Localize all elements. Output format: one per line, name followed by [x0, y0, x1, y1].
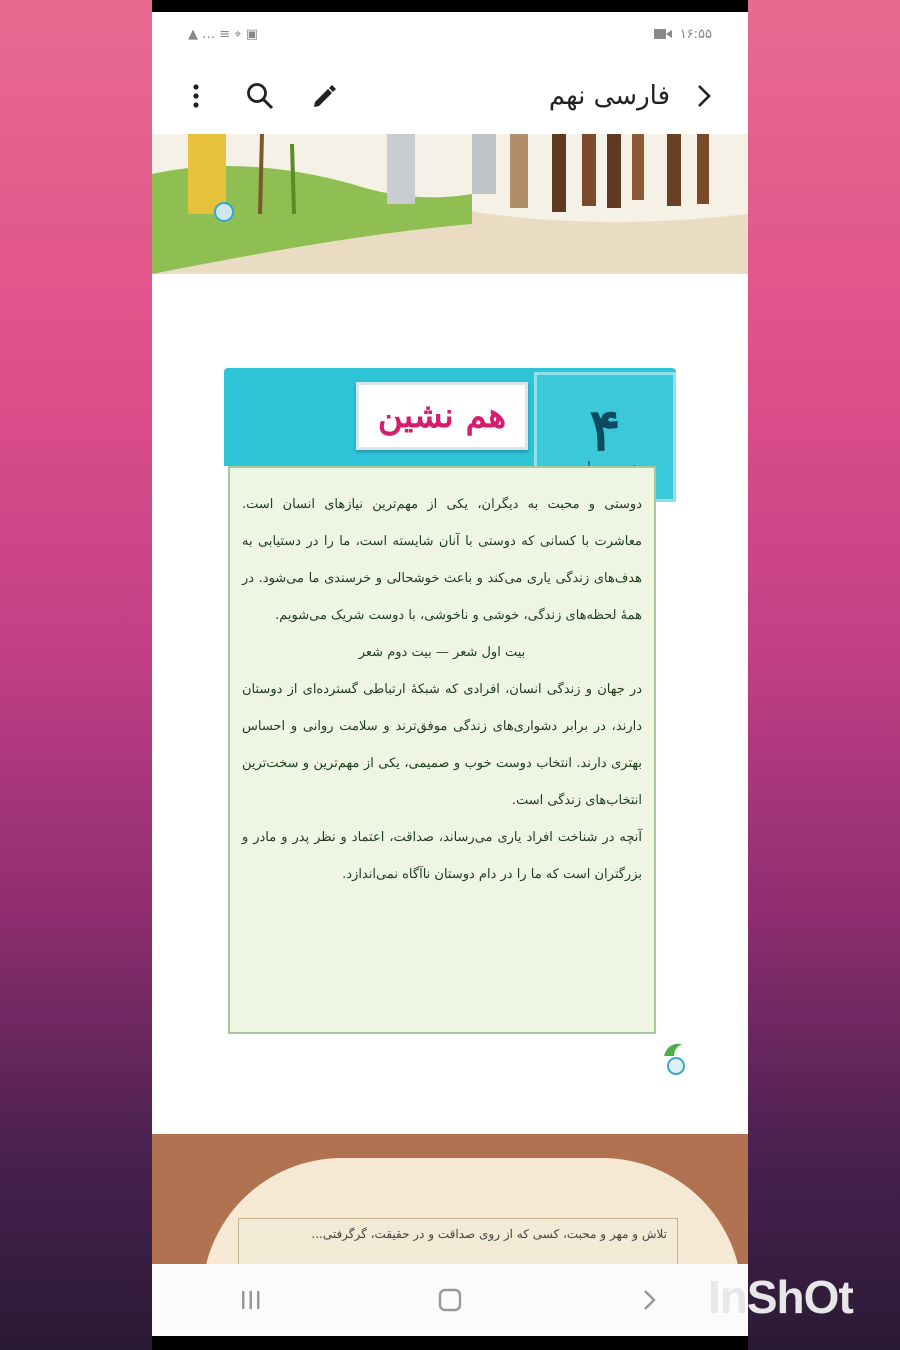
- status-icons-left: [188, 27, 258, 42]
- more-vert-icon[interactable]: [176, 76, 216, 116]
- next-page-preview: [152, 1134, 748, 1264]
- recent-apps-icon[interactable]: [221, 1289, 281, 1311]
- status-bar: [152, 12, 748, 56]
- top-bezel: [152, 0, 748, 12]
- video-record-icon: [654, 28, 672, 40]
- pencil-icon[interactable]: [304, 76, 344, 116]
- phone-screen: [152, 0, 748, 1350]
- inshot-watermark: InShOt: [708, 1271, 853, 1323]
- system-nav-bar: [152, 1264, 748, 1336]
- bottom-bezel: [152, 1336, 748, 1350]
- page-top-illustration: [152, 134, 748, 274]
- lesson-title: هم نشین: [356, 382, 528, 450]
- paragraph-2: در جهان و زندگی انسان، افرادی که شبکهٔ ارتباطی گسترده‌ای از دوستان دارند، در برابر دشواری‌های زندگی موفق‌ترند و سلامت روانی و احساس بهتری دارند. انتخاب دوست خوب و صمیمی، یکی از مهم‌ترین و سخت‌ترین انتخاب‌های زندگی است.: [242, 682, 642, 808]
- home-icon[interactable]: [420, 1288, 480, 1312]
- chapter-header: [224, 368, 676, 466]
- page-viewer[interactable]: [152, 134, 748, 1264]
- back-nav-icon[interactable]: [619, 1289, 679, 1311]
- clock: ۱۶:۵۵: [679, 26, 712, 42]
- paragraph-1: دوستی و محبت به دیگران، یکی از مهم‌ترین نیازهای انسان است. معاشرت با کسانی که دوستی با آنان شایسته است، ما را در دستیابی به هدف‌های زندگی یاری می‌کند و باعث خوشحالی و خرسندی ما می‌شود. در همهٔ لحظه‌های زندگی، خوشی و ناخوشی، با دوست شریک می‌شویم.: [242, 497, 642, 623]
- search-icon[interactable]: [240, 76, 280, 116]
- app-bar: [152, 58, 748, 134]
- status-icons-right: [654, 27, 712, 42]
- lesson-text-box: [228, 466, 656, 1034]
- chapter-number: ۴: [589, 395, 621, 464]
- poem-verse: بیت اول شعر — بیت دوم شعر: [358, 645, 526, 660]
- audio-badge-icon[interactable]: [656, 1038, 692, 1078]
- notification-icons: ▲ … ≡ ⌖ ▣: [188, 26, 259, 42]
- paragraph-3: آنچه در شناخت افراد یاری می‌رساند، صداقت، اعتماد و نظر پدر و مادر و بزرگتران است که ما را در دام دوستان ناآگاه نمی‌اندازد.: [242, 830, 642, 882]
- book-title: فارسی نهم: [548, 81, 670, 111]
- next-page-text: تلاش و مهر و محبت، کسی که از روی صداقت و در حقیقت، گرگرفتی...: [238, 1218, 678, 1264]
- back-chevron-icon[interactable]: [684, 76, 724, 116]
